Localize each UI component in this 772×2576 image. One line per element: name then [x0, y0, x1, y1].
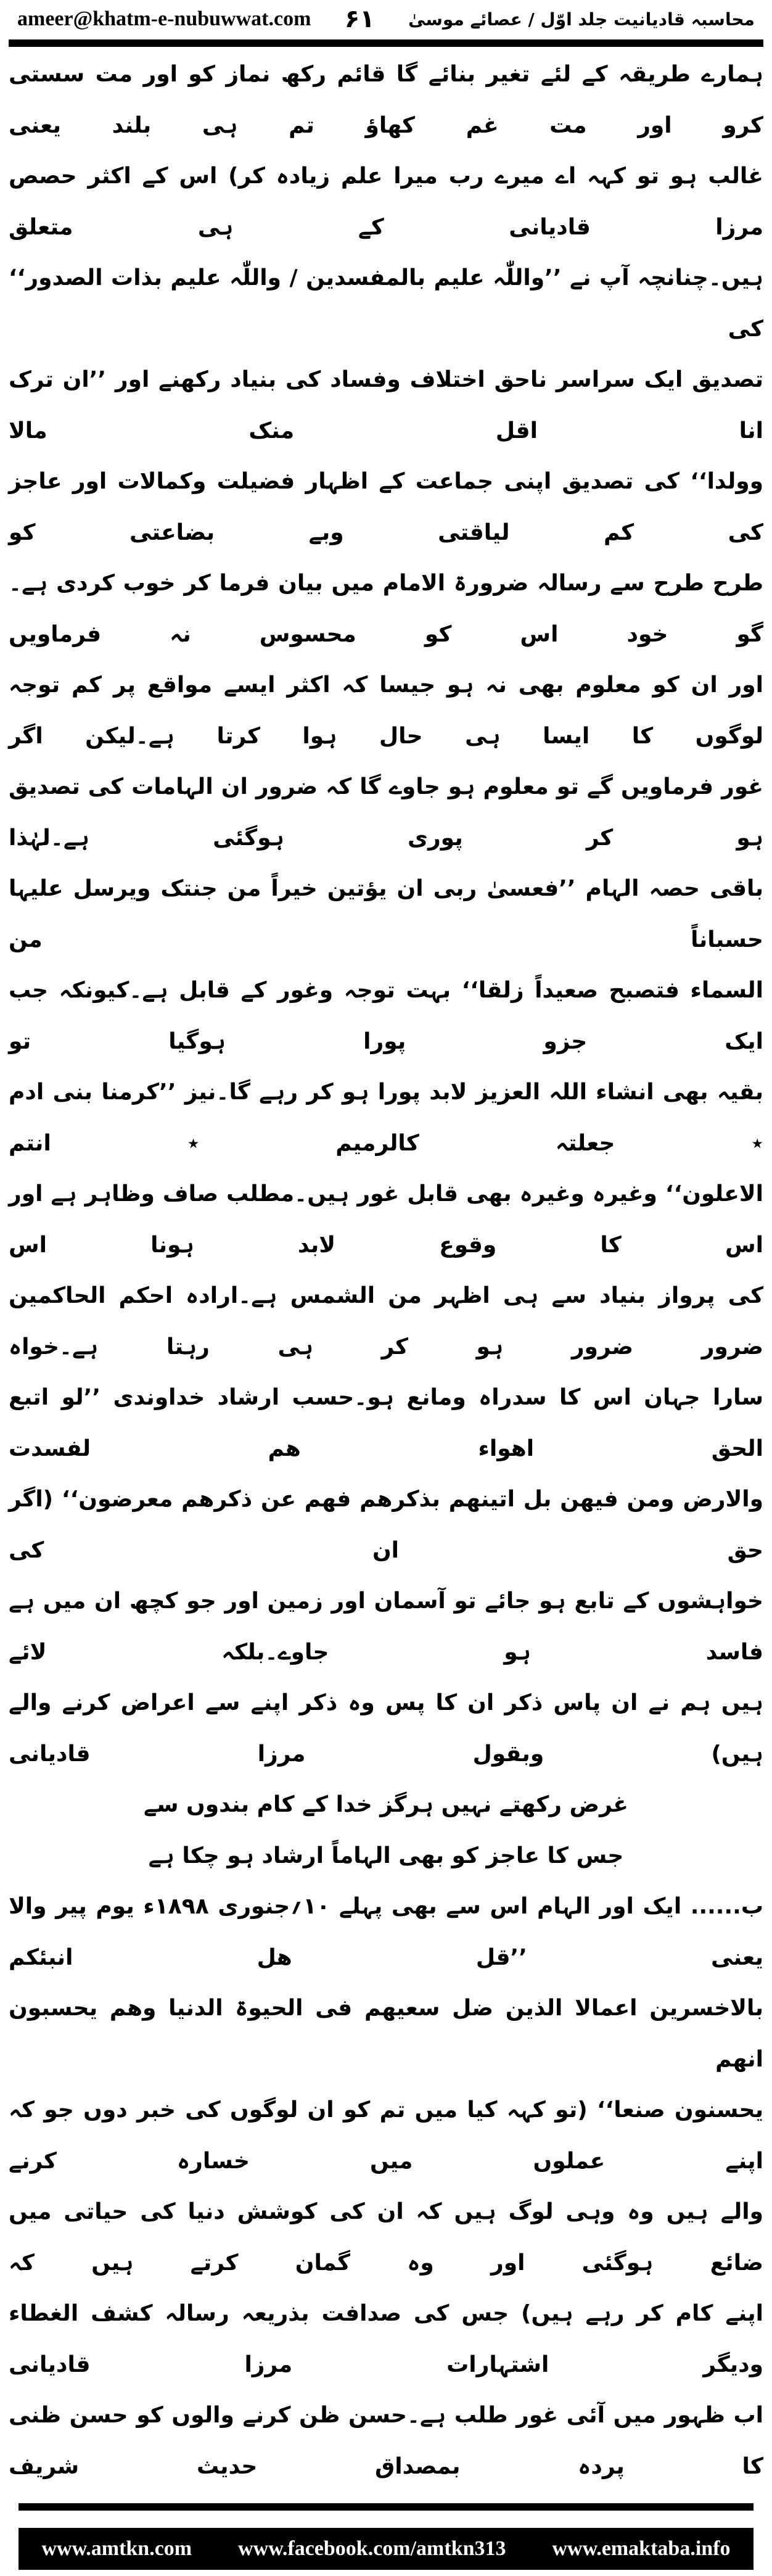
page-body	[9, 49, 763, 2492]
book-title: محاسبہ قادیانیت جلد اوّل / عصائے موسیٰ	[408, 9, 755, 30]
footer-divider	[18, 2503, 754, 2511]
text-line: غالب ہو تو کہہ اے میرے رب میرا علم زیادہ کر) اس کے اکثر حصص مرزا قادیانی کے ہی متعلق	[9, 163, 763, 240]
text-line: باقی حصہ الہام ’’فعسیٰ ربی ان یؤتین خیراً من جنتک ویرسل علیہا حسباناً من	[9, 876, 763, 952]
page-footer	[18, 2528, 754, 2570]
text-line: ہیں۔چنانچہ آپ نے ’’واللّٰہ علیم بالمفسدین / واللّٰہ علیم بذات الصدور‘‘ کی	[9, 265, 763, 342]
verse-line: غرض رکھتے نہیں ہرگز خدا کے کام بندوں سے	[144, 1792, 628, 1817]
text-line: والے ہیں وہ وہی لوگ ہیں کہ ان کی کوشش دنیا کی حیاتی میں ضائع ہوگئی اور وہ گمان کرتے ہیں کہ	[9, 2199, 763, 2276]
text-line: یحسنون صنعا‘‘ (تو کہہ کیا میں تم کو ان لوگوں کی خبر دوں جو کہ اپنے عملوں میں خسارہ کرنے	[9, 2097, 763, 2174]
text-line: اپنے کام کر رہے ہیں) جس کی صدافت بذریعہ رسالہ کشف الغطاء ودیگر اشتہارات مرزا قادیانی	[9, 2301, 763, 2377]
text-line: ہمارے طریقہ کے لئے تغیر بنائے گا قائم رکھ نماز کو اور مت سستی کرو اور مت غم کھاؤ تم ہی بلند یعنی	[9, 62, 763, 138]
header-divider	[9, 39, 763, 47]
text-line: بقیہ بھی انشاء اللہ العزیز لابد پورا ہو کر رہے گا۔نیز ’’کرمنا بنی ادم ٭ جعلتہ کالرمیم ٭ انتم	[9, 1080, 763, 1156]
footer-link-emaktaba: www.emaktaba.info	[552, 2537, 731, 2560]
text-line: سارا جہان اس کا سدراہ ومانع ہو۔حسب ارشاد خداوندی ’’لو اتبع الحق اھواء ھم لفسدت	[9, 1385, 763, 1461]
footer-link-facebook: www.facebook.com/amtkn313	[238, 2537, 506, 2560]
text-line: وولدا‘‘ کی تصدیق اپنی جماعت کے اظہار فضیلت وکمالات اور عاجز کی کم لیاقتی وبے بضاعتی کو	[9, 469, 763, 545]
page-number: ۶۱	[344, 5, 375, 33]
text-line: تصدیق ایک سراسر ناحق اختلاف وفساد کی بنیاد رکھنے اور ’’ان ترک انا اقل منک مالا	[9, 367, 763, 444]
text-line: السماء فتصبح صعیداً زلقا‘‘ بہت توجہ وغور کے قابل ہے۔کیونکہ جب ایک جزو پورا ہوگیا تو	[9, 978, 763, 1054]
page-header	[17, 0, 755, 38]
header-email: ameer@khatm-e-nubuwwat.com	[17, 7, 311, 30]
text-line: طرح طرح سے رسالہ ضرورۃ الامام میں بیان فرما کر خوب کردی ہے۔گو خود اس کو محسوس نہ فرماویں	[9, 571, 763, 647]
text-line: الاعلون‘‘ وغیرہ وغیرہ بھی قابل غور ہیں۔مطلب صاف وظاہر ہے اور اس کا وقوع لابد ہونا اس	[9, 1181, 763, 1258]
verse-line: جس کا عاجز کو بھی الہاماً ارشاد ہو چکا ہے	[148, 1843, 624, 1868]
text-line: والارض ومن فیھن بل اتینھم بذکرھم فھم عن ذکرھم معرضون‘‘ (اگر حق ان کی	[9, 1487, 763, 1563]
text-line: اب ظہور میں آئی غور طلب ہے۔حسن ظن کرنے والوں کو حسن ظنی کا پردہ بمصداق حدیث شریف	[9, 2403, 763, 2479]
text-line: کی پرواز بنیاد سے ہی اظہر من الشمس ہے۔ارادہ احکم الحاکمین ضرور ضرور ہو کر ہی رہتا ہے۔خواہ	[9, 1283, 763, 1360]
text-line: غور فرماویں گے تو معلوم ہو جاوے گا کہ ضرور ان الہامات کی تصدیق ہو کر پوری ہوگئی ہے۔لہٰذا	[9, 774, 763, 851]
text-line: ہیں ہم نے ان پاس ذکر ان کا پس وہ ذکر اپنے سے اعراض کرنے والے ہیں) وبقول مرزا قادیانی	[9, 1690, 763, 1767]
text-line: ب...... ایک اور الہام اس سے بھی پہلے ۱۰؍جنوری ۱۸۹۸ء یوم پیر والا یعنی ’’قل ھل انبئکم	[9, 1894, 764, 1970]
text-line: خواہشوں کے تابع ہو جائے تو آسمان اور زمین اور جو کچھ ان میں ہے فاسد ہو جاوے۔بلکہ لائے	[9, 1588, 763, 1665]
text-line: بالاخسرین اعمالا الذین ضل سعیھم فی الحیوۃ الدنیا وھم یحسبون انھم	[9, 1996, 763, 2072]
footer-link-amtkn: www.amtkn.com	[41, 2537, 192, 2560]
text-line: اور ان کو معلوم بھی نہ ہو جیسا کہ اکثر ایسے مواقع پر کم توجہ لوگوں کا ایسا ہی حال ہوا کرتا ہے۔لیکن اگر	[9, 672, 763, 749]
